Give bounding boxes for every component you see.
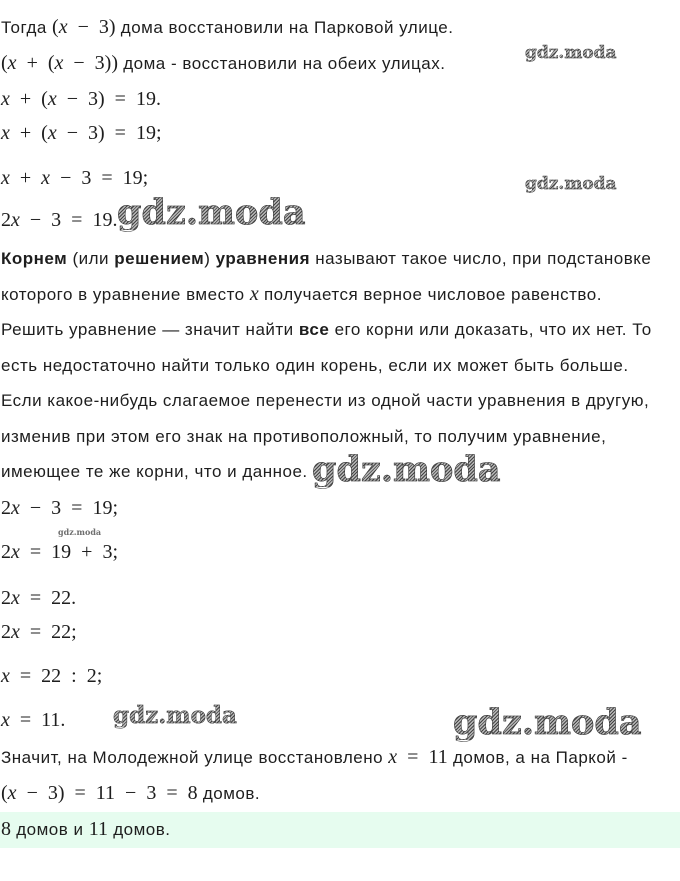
math-variable: x (47, 88, 57, 110)
math-expression: (x − 3) (52, 16, 116, 38)
math-variable: x (1, 88, 10, 110)
text-run: домов. (107, 820, 171, 839)
conclusion-line-1 (1, 746, 628, 770)
bold-term: все (298, 320, 330, 339)
watermark-logo: gdz.moda (113, 702, 237, 729)
math-variable: x (7, 52, 17, 74)
equation-line-4 (1, 209, 117, 233)
theory-line-6 (1, 425, 606, 449)
math-variable: x (41, 167, 51, 189)
equation-line-3 (1, 167, 148, 191)
step-line-1 (1, 497, 118, 521)
math-expression: x = 11. (1, 709, 66, 731)
watermark-logo: gdz.moda (312, 449, 501, 490)
answer-box (0, 812, 680, 848)
text-run: его корни или доказать, что их нет. То (329, 320, 652, 339)
equation-line-1 (1, 88, 161, 112)
math-variable: x (249, 283, 259, 305)
solution-line-1 (1, 16, 453, 40)
step-line-3 (1, 587, 76, 611)
math-expression: 2x = 22; (1, 621, 77, 643)
math-variable: x (11, 621, 20, 643)
bold-term: уравнения (215, 249, 311, 268)
math-expression: 11 (88, 818, 108, 840)
text-run: Значит, на Молодежной улице восстановлено (1, 748, 389, 767)
bold-term: Корнем (1, 249, 68, 268)
theory-line-7 (1, 460, 308, 484)
watermark-logo: gdz.moda (58, 527, 102, 537)
math-expression: x + (x − 3) = 19. (1, 88, 161, 110)
math-expression: 2x − 3 = 19. (1, 209, 118, 231)
answer-line (1, 818, 170, 842)
text-run: домов и (11, 820, 89, 839)
math-variable: x (388, 746, 398, 768)
math-variable: x (1, 665, 10, 687)
text-run: Решить уравнение — значит найти (1, 320, 299, 339)
watermark-logo: gdz.moda (525, 43, 617, 63)
math-variable: x (58, 16, 68, 38)
text-run: дома восстановили на Парковой улице. (115, 18, 454, 37)
theory-line-4 (1, 354, 629, 378)
math-expression: x = 22 : 2; (1, 665, 103, 687)
text-run: называют такое число, при подстановке (310, 249, 652, 268)
math-expression: 2x = 22. (1, 587, 77, 609)
math-expression: x + x − 3 = 19; (1, 167, 149, 189)
theory-line-5 (1, 389, 649, 413)
math-variable: x (11, 497, 20, 519)
watermark-logo: gdz.moda (525, 174, 617, 194)
text-run: которого в уравнение вместо (1, 285, 250, 304)
step-line-4 (1, 621, 77, 645)
equation-line-2 (1, 122, 162, 146)
math-expression: x = 11 (388, 746, 448, 768)
math-variable: x (11, 209, 20, 231)
watermark-logo: gdz.moda (117, 192, 306, 233)
math-expression: (x − 3) = 11 − 3 = 8 (1, 782, 198, 804)
text-run: получается верное числовое равенство. (258, 285, 602, 304)
text-run: изменив при этом его знак на противоположный, то получим уравнение, (1, 427, 607, 446)
math-expression: x + (x − 3) = 19; (1, 122, 162, 144)
text-run: Если какое-нибудь слагаемое перенести из одной части уравнения в другую, (1, 391, 650, 410)
math-variable: x (1, 167, 10, 189)
math-variable: x (11, 587, 20, 609)
step-line-6 (1, 709, 65, 733)
conclusion-line-2 (1, 782, 260, 806)
math-expression: 2x − 3 = 19; (1, 497, 119, 519)
text-run: ) (204, 249, 216, 268)
math-expression: (x + (x − 3)) (1, 52, 119, 74)
math-variable: x (1, 709, 10, 731)
text-run: имеющее те же корни, что и данное. (1, 462, 308, 481)
math-variable: x (7, 782, 17, 804)
theory-line-1 (1, 247, 651, 271)
watermark-logo: gdz.moda (453, 702, 642, 743)
math-expression: 8 (1, 818, 11, 840)
math-variable: x (54, 52, 64, 74)
math-expression (250, 283, 259, 305)
text-run: дома - восстановили на обеих улицах. (118, 54, 446, 73)
step-line-5 (1, 665, 102, 689)
step-line-2 (1, 541, 118, 565)
solution-line-2 (1, 52, 445, 76)
theory-line-3 (1, 318, 652, 342)
text-run: Тогда (1, 18, 53, 37)
math-variable: x (11, 541, 20, 563)
bold-term: решением (114, 249, 205, 268)
text-run: (или (67, 249, 115, 268)
math-variable: x (47, 122, 57, 144)
theory-line-2 (1, 283, 602, 307)
text-run: домов. (197, 784, 261, 803)
math-expression: 2x = 19 + 3; (1, 541, 119, 563)
text-run: есть недостаточно найти только один корень, если их может быть больше. (1, 356, 629, 375)
text-run: домов, а на Паркой - (447, 748, 628, 767)
math-variable: x (1, 122, 10, 144)
